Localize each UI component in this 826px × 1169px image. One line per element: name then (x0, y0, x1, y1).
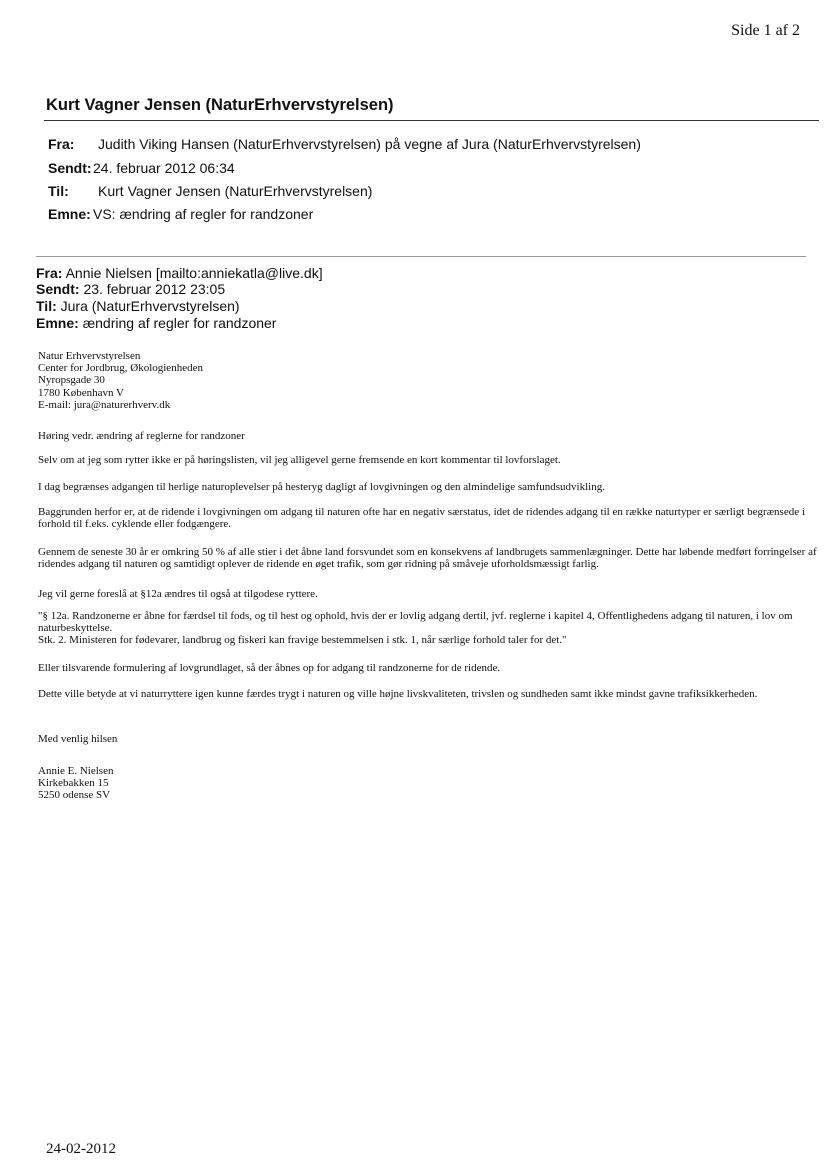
body-paragraph: Dette ville betyde at vi naturryttere igen kunne færdes trygt i naturen og ville højne livskvaliteten, trivslen og sundheden samt ikke mindst gavne trafiksikkerheden. (38, 688, 758, 700)
outer-subject-row (48, 206, 313, 222)
outer-to-value: Kurt Vagner Jensen (NaturErhvervstyrelsen) (98, 183, 373, 199)
signature-block (38, 765, 818, 802)
fwd-subject-value: ændring af regler for randzoner (82, 315, 277, 331)
mailbox-owner: Kurt Vagner Jensen (NaturErhvervstyrelsen) (46, 96, 394, 114)
header-divider (44, 120, 819, 121)
address-line: Nyropsgade 30 (38, 374, 105, 387)
body-paragraph: Gennem de seneste 30 år er omkring 50 % af alle stier i det åbne land forsvundet som en konsekvens af landbrugets sammenlægninger. Dette har løbende medført forringelser af ridendes adgang til naturen og samtidigt oplever de ridende en øget trafik, som gør ridning på småveje uforholdsmæssigt farlig. (38, 546, 817, 571)
outer-sent-label: Sendt: (48, 160, 92, 176)
fwd-subject-row (36, 315, 276, 331)
fwd-to-label: Til: (36, 298, 57, 314)
address-line: 1780 København V (38, 386, 124, 399)
fwd-to-value: Jura (NaturErhvervstyrelsen) (60, 298, 240, 314)
address-block (38, 350, 818, 411)
outer-to-label: Til: (48, 183, 69, 199)
fwd-sent-row (36, 281, 225, 297)
body-paragraph: Eller tilsvarende formulering af lovgrundlaget, så der åbnes op for adgang til randzonerne for de ridende. (38, 662, 501, 674)
closing-greeting: Med venlig hilsen (38, 733, 118, 745)
fwd-to-row (36, 298, 240, 314)
outer-sent-row (48, 160, 235, 176)
body-paragraph: I dag begrænses adgangen til herlige naturoplevelser på hesteryg dagligt af lovgivningen og den almindelige samfundsudvikling. (38, 481, 605, 493)
address-line: Center for Jordbrug, Økologienheden (38, 362, 203, 375)
outer-sent-value: 24. februar 2012 06:34 (93, 160, 235, 176)
outer-subject-value: VS: ændring af regler for randzoner (93, 206, 314, 222)
body-paragraph: Baggrunden herfor er, at de ridende i lovgivningen om adgang til naturen ofte har en negativ særstatus, idet de ridendes adgang til en række naturtyper er særligt begrænsede i forhold til f.eks. cyklende eller fodgængere. (38, 506, 805, 531)
law-quote: "§ 12a. Randzonerne er åbne for færdsel til fods, og til hest og ophold, hvis der er lovlig adgang dertil, jvf. reglerne i kapitel 4, Offentlighedens adgang til naturen, i lov om naturbeskyttelse. Stk. 2. Ministeren for fødevarer, landbrug og fiskeri kan fravige bestemmelsen i stk. 1, når særlige forhold taler for det." (38, 610, 793, 647)
outer-from-row (48, 136, 641, 152)
body-paragraph: Høring vedr. ændring af reglerne for randzoner (38, 430, 245, 442)
address-line: E-mail: jura@naturerhverv.dk (38, 398, 171, 411)
fwd-sent-label: Sendt: (36, 281, 80, 297)
body-paragraph: Selv om at jeg som rytter ikke er på høringslisten, vil jeg alligevel gerne fremsende en kort kommentar til lovforslaget. (38, 454, 561, 466)
fwd-from-value: Annie Nielsen [mailto:anniekatla@live.dk] (65, 265, 323, 281)
outer-from-label: Fra: (48, 136, 75, 152)
footer-date: 24-02-2012 (46, 1141, 116, 1157)
signature-line: 5250 odense SV (38, 789, 111, 802)
fwd-from-label: Fra: (36, 265, 63, 281)
signature-line: Kirkebakken 15 (38, 777, 109, 790)
fwd-from-row (36, 265, 323, 281)
fwd-subject-label: Emne: (36, 315, 79, 331)
forward-divider (36, 256, 806, 257)
page-number: Side 1 af 2 (731, 22, 800, 39)
outer-to-row (48, 183, 372, 199)
outer-subject-label: Emne: (48, 206, 91, 222)
outer-from-value: Judith Viking Hansen (NaturErhvervstyrelsen) på vegne af Jura (NaturErhvervstyrelsen) (98, 136, 641, 152)
body-paragraph: Jeg vil gerne foreslå at §12a ændres til også at tilgodese ryttere. (38, 588, 318, 600)
signature-line: Annie E. Nielsen (38, 765, 114, 777)
fwd-sent-value: 23. februar 2012 23:05 (83, 281, 226, 297)
address-line: Natur Erhvervstyrelsen (38, 350, 141, 362)
